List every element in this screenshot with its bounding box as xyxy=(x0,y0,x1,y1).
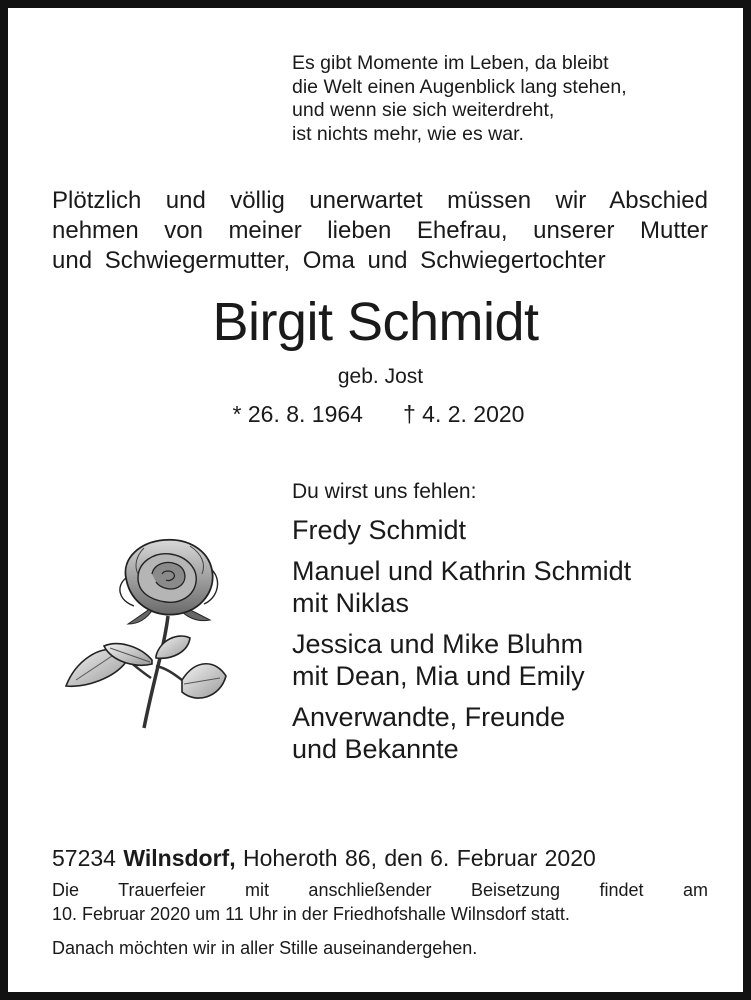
address-line xyxy=(52,842,708,874)
mourner-line: Manuel und Kathrin Schmidt xyxy=(292,556,632,586)
maiden-name: geb. Jost xyxy=(337,365,424,388)
postcode: 57234 xyxy=(52,845,116,871)
address-rest: Hoheroth 86, den 6. Februar 2020 xyxy=(242,845,596,871)
mourner-group xyxy=(292,514,732,546)
poem-quote xyxy=(292,52,627,146)
mourner-line: mit Dean, Mia und Emily xyxy=(292,661,585,691)
mourner-line: mit Niklas xyxy=(292,588,410,618)
mourner-line: Anverwandte, Freunde xyxy=(292,702,566,732)
footer xyxy=(52,842,708,960)
intro-line: nehmen von meiner lieben Ehefrau, unserer Mutter xyxy=(52,217,708,244)
intro-text xyxy=(52,186,708,276)
birth-date: * 26. 8. 1964 xyxy=(232,401,363,427)
service-info xyxy=(52,878,708,960)
mourner-group xyxy=(292,701,732,765)
intro-line: und Schwiegermutter, Oma und Schwiegertochter xyxy=(52,247,606,274)
poem-line: Es gibt Momente im Leben, da bleibt xyxy=(292,52,609,74)
death-date: † 4. 2. 2020 xyxy=(402,401,525,427)
mourners-list xyxy=(292,476,732,774)
mourner-line: Fredy Schmidt xyxy=(292,515,467,545)
poem-line: und wenn sie sich weiterdreht, xyxy=(292,99,555,121)
town: Wilnsdorf, xyxy=(123,845,236,871)
service-line: 10. Februar 2020 um 11 Uhr in der Friedhofshalle Wilnsdorf statt. xyxy=(52,904,570,924)
rose-icon xyxy=(56,528,246,738)
service-line: Die Trauerfeier mit anschließender Beisetzung findet am xyxy=(52,880,708,900)
life-dates xyxy=(8,400,743,428)
closing-line: Danach möchten wir in aller Stille auseinandergehen. xyxy=(52,938,478,958)
mourner-group xyxy=(292,628,732,692)
poem-line: ist nichts mehr, wie es war. xyxy=(292,122,524,145)
mourner-line: und Bekannte xyxy=(292,734,459,764)
deceased-name: Birgit Schmidt xyxy=(212,292,539,352)
mourner-group xyxy=(292,555,732,619)
poem-line: die Welt einen Augenblick lang stehen, xyxy=(292,75,627,98)
intro-line: Plötzlich und völlig unerwartet müssen wir Abschied xyxy=(52,187,708,214)
mourner-line: Jessica und Mike Bluhm xyxy=(292,629,584,659)
mourners-heading: Du wirst uns fehlen: xyxy=(292,480,477,503)
